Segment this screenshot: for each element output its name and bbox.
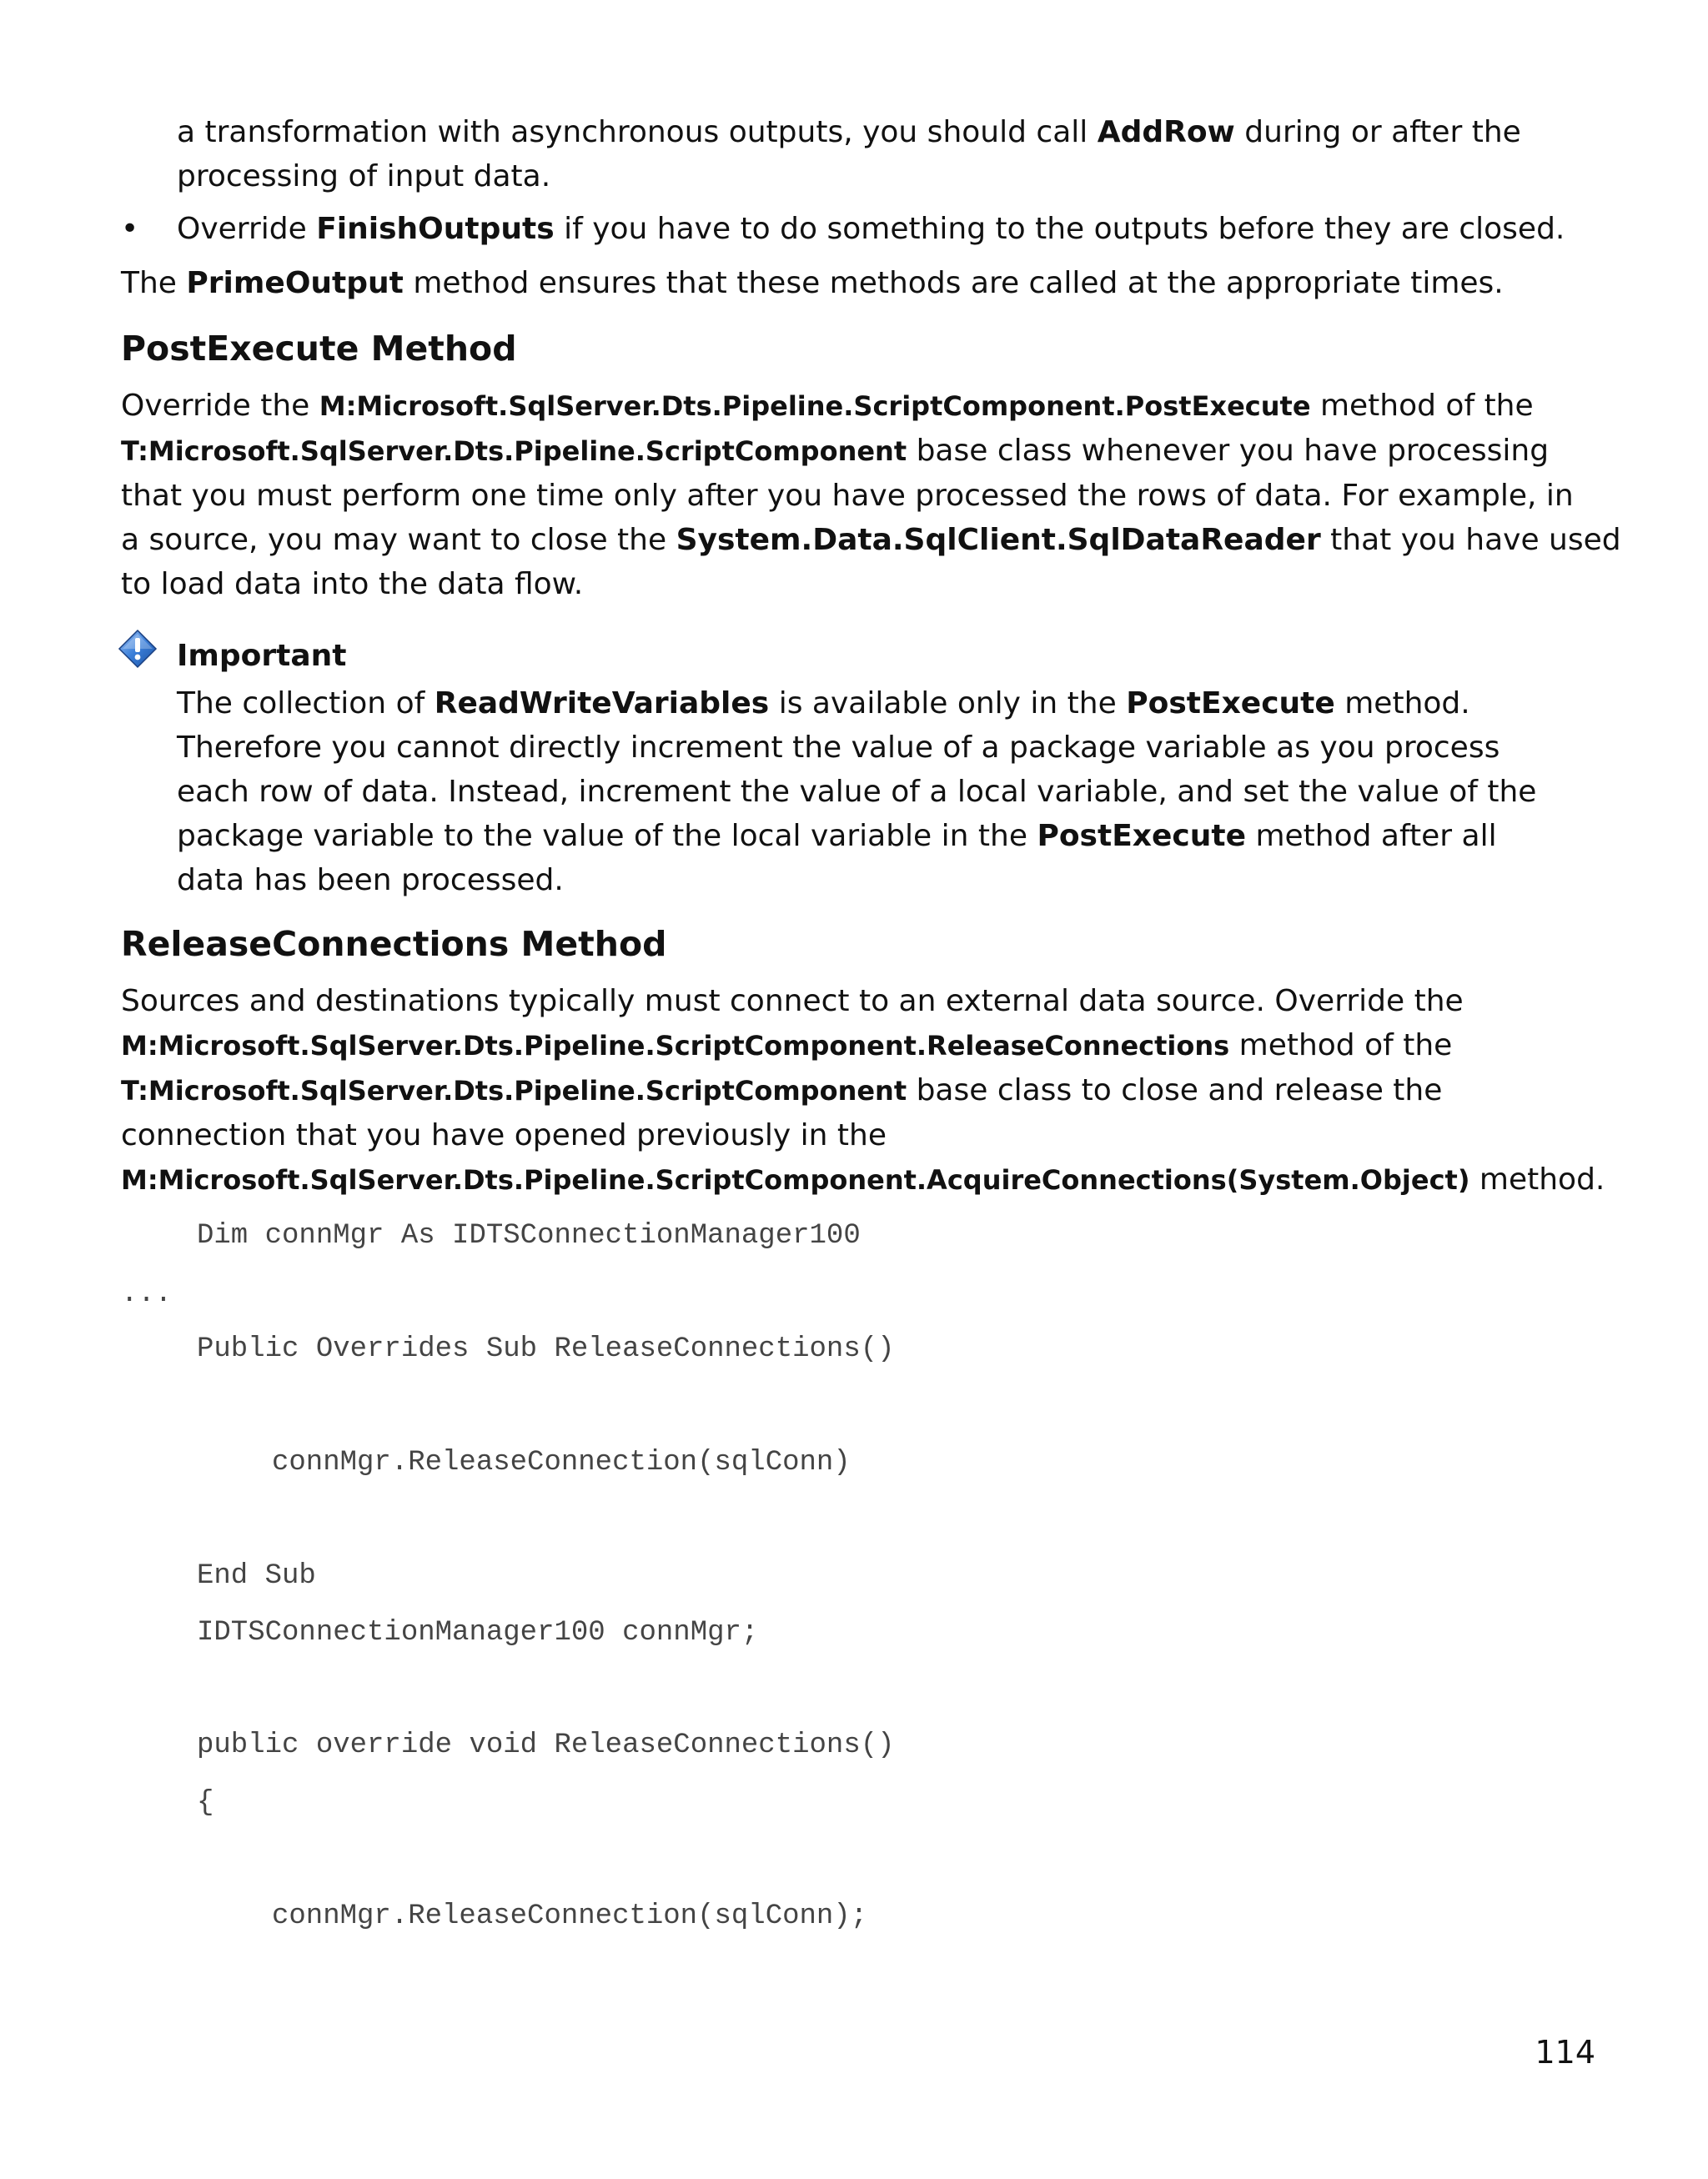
release-line-5: M:Microsoft.SqlServer.Dts.Pipeline.ScriptComponent.AcquireConnections(System.Object) method. <box>121 1162 1605 1197</box>
postexecute-term: PostExecute <box>1126 686 1335 720</box>
post-execute-heading: PostExecute Method <box>121 329 517 369</box>
code-cs-release: connMgr.ReleaseConnection(sqlConn); <box>272 1900 868 1932</box>
release-line-3: T:Microsoft.SqlServer.Dts.Pipeline.ScriptComponent base class to close and release the <box>121 1073 1443 1107</box>
finishoutputs-term: FinishOutputs <box>316 212 555 246</box>
code-vb-dim: Dim connMgr As IDTSConnectionManager100 <box>197 1220 861 1252</box>
post-execute-member-ref: M:Microsoft.SqlServer.Dts.Pipeline.ScriptComponent.PostExecute <box>319 390 1311 422</box>
important-line-3: each row of data. Instead, increment the value of a local variable, and set the value of the <box>177 775 1537 809</box>
postexecute-term-2: PostExecute <box>1037 819 1247 853</box>
post-execute-line-5: to load data into the data flow. <box>121 567 584 601</box>
important-line-2: Therefore you cannot directly increment the value of a package variable as you process <box>177 731 1500 765</box>
release-line-1: Sources and destinations typically must connect to an external data source. Override the <box>121 984 1464 1018</box>
code-cs-brace: { <box>197 1787 214 1819</box>
code-vb-sub: Public Overrides Sub ReleaseConnections() <box>197 1333 895 1365</box>
important-line-4: package variable to the value of the local variable in the PostExecute method after all <box>177 819 1497 853</box>
code-cs-method: public override void ReleaseConnections() <box>197 1730 895 1761</box>
post-execute-line-2: T:Microsoft.SqlServer.Dts.Pipeline.ScriptComponent base class whenever you have processing <box>121 434 1550 468</box>
addrow-term: AddRow <box>1097 115 1235 149</box>
script-component-type-ref-2: T:Microsoft.SqlServer.Dts.Pipeline.ScriptComponent <box>121 1075 907 1107</box>
release-connections-paragraph <box>121 979 1605 1202</box>
release-connections-heading: ReleaseConnections Method <box>121 924 667 964</box>
release-line-4: connection that you have opened previously in the <box>121 1118 887 1152</box>
readwritevariables-term: ReadWriteVariables <box>434 686 770 720</box>
code-ellipsis: ... <box>121 1278 173 1310</box>
post-execute-line-1: Override the M:Microsoft.SqlServer.Dts.Pipeline.ScriptComponent.PostExecute method of the <box>121 389 1534 423</box>
bullet-continuation <box>177 110 1595 198</box>
info-diamond-icon <box>118 629 158 669</box>
code-vb-release: connMgr.ReleaseConnection(sqlConn) <box>272 1447 851 1479</box>
bullet-text: Override FinishOutputs if you have to do something to the outputs before they are closed. <box>177 212 1565 246</box>
prime-output-paragraph: The PrimeOutput method ensures that these methods are called at the appropriate times. <box>121 266 1504 300</box>
code-vb-end-sub: End Sub <box>197 1560 316 1592</box>
script-component-type-ref: T:Microsoft.SqlServer.Dts.Pipeline.ScriptComponent <box>121 435 907 467</box>
post-execute-paragraph <box>121 384 1621 606</box>
important-note-body <box>177 681 1595 902</box>
continuation-line-2: processing of input data. <box>177 159 551 193</box>
post-execute-line-3: that you must perform one time only after you have processed the rows of data. For example, in <box>121 479 1574 513</box>
release-line-2: M:Microsoft.SqlServer.Dts.Pipeline.ScriptComponent.ReleaseConnections method of the <box>121 1028 1453 1062</box>
important-note-title: Important <box>177 639 347 673</box>
release-connections-member-ref: M:Microsoft.SqlServer.Dts.Pipeline.ScriptComponent.ReleaseConnections <box>121 1030 1230 1062</box>
continuation-line-1: a transformation with asynchronous outputs, you should call AddRow during or after the <box>177 115 1521 149</box>
important-line-1: The collection of ReadWriteVariables is available only in the PostExecute method. <box>177 686 1470 720</box>
acquire-connections-member-ref: M:Microsoft.SqlServer.Dts.Pipeline.ScriptComponent.AcquireConnections(System.Object) <box>121 1164 1470 1196</box>
sqldatareader-term: System.Data.SqlClient.SqlDataReader <box>676 523 1321 557</box>
code-cs-decl: IDTSConnectionManager100 connMgr; <box>197 1617 759 1649</box>
bullet-symbol: • <box>121 212 139 246</box>
page-number: 114 <box>1535 2034 1595 2071</box>
important-line-5: data has been processed. <box>177 863 564 897</box>
post-execute-line-4: a source, you may want to close the System.Data.SqlClient.SqlDataReader that you have used <box>121 523 1621 557</box>
primeoutput-term: PrimeOutput <box>186 266 404 300</box>
